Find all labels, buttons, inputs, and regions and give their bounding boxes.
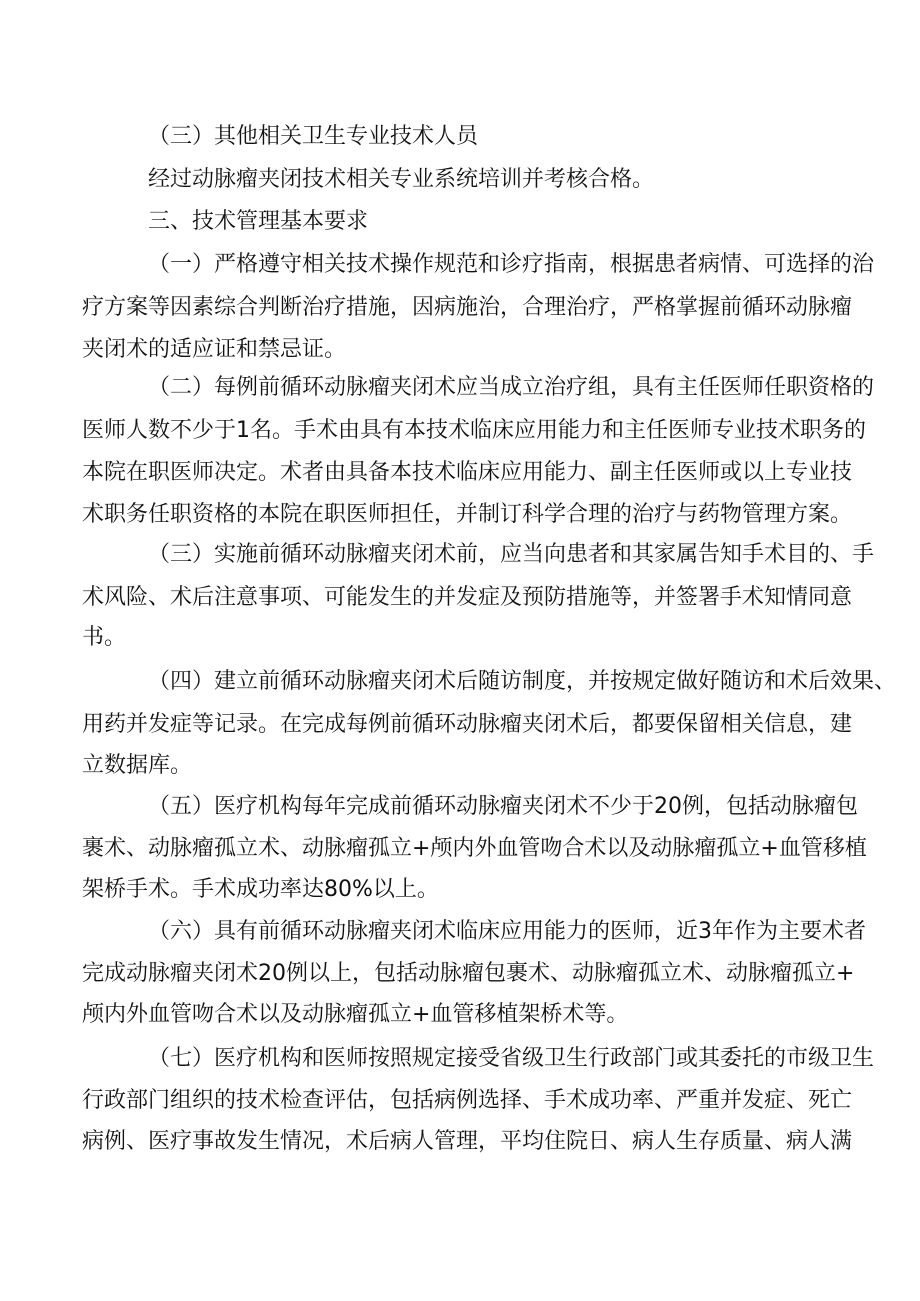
paragraph-line	[0, 580, 920, 616]
text-line: 完成动脉瘤夹闭术20例以上，包括动脉瘤包裹术、动脉瘤孤立术、动脉瘤孤立+	[82, 961, 855, 986]
paragraph-line	[0, 1083, 920, 1119]
text-line: 颅内外血管吻合术以及动脉瘤孤立+血管移植架桥术等。	[82, 1002, 629, 1027]
paragraph-line	[0, 748, 920, 784]
text-line: 用药并发症等记录。在完成每例前循环动脉瘤夹闭术后，都要保留相关信息，建	[82, 712, 853, 737]
section-heading-technical-management	[0, 204, 920, 240]
text-line: 架桥手术。手术成功率达80%以上。	[82, 877, 439, 902]
paragraph-line	[0, 914, 920, 950]
paragraph-line	[0, 1124, 920, 1160]
paragraph-line	[0, 290, 920, 326]
text-line: 术职务任职资格的本院在职医师担任，并制订科学合理的治疗与药物管理方案。	[82, 502, 853, 527]
paragraph-line	[0, 997, 920, 1033]
paragraph-line	[0, 872, 920, 908]
text-line: 病例、医疗事故发生情况，术后病人管理，平均住院日、病人生存质量、病人满	[82, 1129, 853, 1154]
text-line: 医师人数不少于1名。手术由具有本技术临床应用能力和主任医师专业技术职务的	[82, 418, 866, 443]
text-line: 夹闭术的适应证和禁忌证。	[82, 337, 347, 362]
paragraph-line	[0, 831, 920, 867]
text-line: 立数据库。	[82, 753, 193, 778]
subheading-other-staff	[0, 119, 920, 155]
paragraph-line	[0, 537, 920, 573]
text-line: （三）其他相关卫生专业技术人员	[148, 124, 479, 149]
text-line: 书。	[82, 625, 127, 650]
text-line: （五）医疗机构每年完成前循环动脉瘤夹闭术不少于20例，包括动脉瘤包	[148, 794, 858, 819]
paragraph-line	[0, 620, 920, 656]
text-line: 行政部门组织的技术检查评估，包括病例选择、手术成功率、严重并发症、死亡	[82, 1088, 853, 1113]
paragraph-line	[0, 1041, 920, 1077]
paragraph-line	[0, 162, 920, 198]
paragraph-line	[0, 247, 920, 283]
paragraph-line	[0, 332, 920, 368]
text-line: 本院在职医师决定。术者由具备本技术临床应用能力、副主任医师或以上专业技	[82, 460, 853, 485]
text-line: （四）建立前循环动脉瘤夹闭术后随访制度，并按规定做好随访和术后效果、	[148, 669, 897, 694]
text-line: 疗方案等因素综合判断治疗措施，因病施治，合理治疗，严格掌握前循环动脉瘤	[82, 295, 853, 320]
text-line: （七）医疗机构和医师按照规定接受省级卫生行政部门或其委托的市级卫生	[148, 1046, 875, 1071]
text-line: （六）具有前循环动脉瘤夹闭术临床应用能力的医师，近3年作为主要术者	[148, 919, 866, 944]
text-line: 三、技术管理基本要求	[148, 209, 369, 234]
paragraph-line	[0, 789, 920, 825]
text-line: 术风险、术后注意事项、可能发生的并发症及预防措施等，并签署手术知情同意	[82, 585, 853, 610]
paragraph-line	[0, 413, 920, 449]
text-line: （一）严格遵守相关技术操作规范和诊疗指南，根据患者病情、可选择的治	[148, 252, 875, 277]
paragraph-line	[0, 664, 920, 700]
text-line: （三）实施前循环动脉瘤夹闭术前，应当向患者和其家属告知手术目的、手	[148, 542, 875, 567]
paragraph-line	[0, 455, 920, 491]
text-line: 裹术、动脉瘤孤立术、动脉瘤孤立+颅内外血管吻合术以及动脉瘤孤立+血管移植	[82, 836, 867, 861]
text-line: 经过动脉瘤夹闭技术相关专业系统培训并考核合格。	[148, 167, 655, 192]
paragraph-line	[0, 707, 920, 743]
paragraph-line	[0, 370, 920, 406]
paragraph-line	[0, 497, 920, 533]
text-line: （二）每例前循环动脉瘤夹闭术应当成立治疗组，具有主任医师任职资格的	[148, 375, 875, 400]
paragraph-line	[0, 956, 920, 992]
